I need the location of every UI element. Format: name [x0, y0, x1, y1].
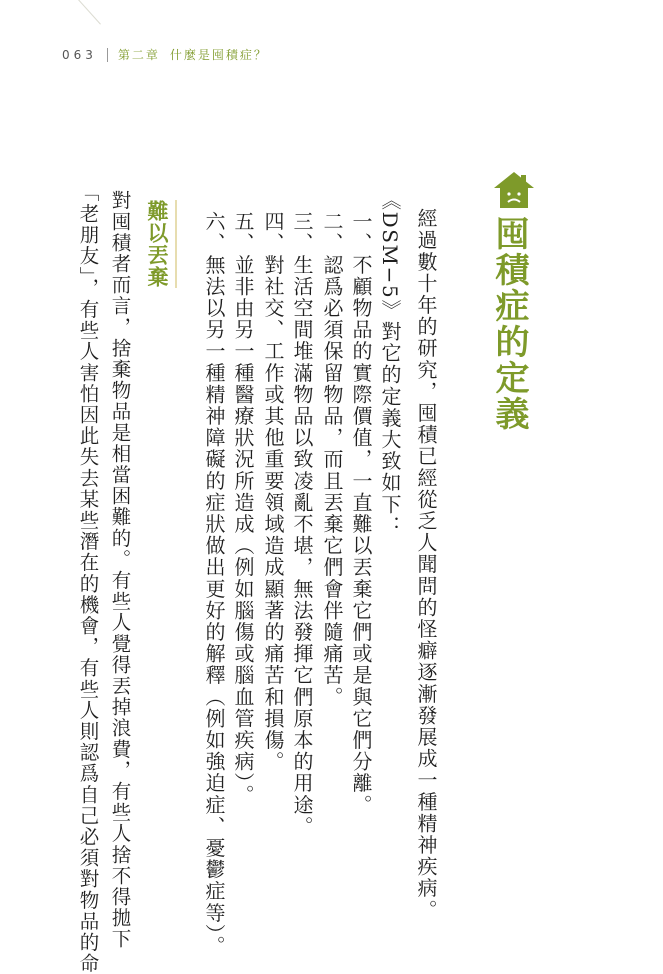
- subheading-highlight: [175, 200, 177, 288]
- chapter-title: 什麼是囤積症？: [169, 48, 268, 62]
- house-face-icon: [492, 170, 536, 210]
- intro-paragraph-cont: 《DSM−5》對它的定義大致如下：: [378, 190, 402, 537]
- section-title: 囤積症的定義: [489, 216, 529, 432]
- corner-decoration: [60, 0, 101, 25]
- criterion-item: 三、生活空間堆滿物品以致凌亂不堪，無法發揮它們原本的用途。: [290, 211, 314, 838]
- intro-paragraph: 經過數十年的研究，囤積已經從乏人聞問的怪癖逐漸發展成一種精神疾病。: [414, 208, 438, 921]
- page-number: 063: [62, 47, 97, 62]
- chapter-label: 第二章: [117, 48, 160, 62]
- subsection-paragraph-cont: 「老朋友」，有些人害怕因此失去某些潛在的機會，有些人則認爲自己必須對物品的命: [76, 182, 100, 974]
- subsection-paragraph: 對囤積者而言，捨棄物品是相當困難的。有些人覺得丟掉浪費，有些人捨不得拋下: [108, 190, 132, 950]
- header-divider: [107, 48, 108, 62]
- criterion-item: 四、對社交、工作或其他重要領域造成顯著的痛苦和損傷。: [261, 211, 285, 773]
- criterion-item: 一、不顧物品的實際價值，一直難以丟棄它們或是與它們分離。: [349, 211, 373, 816]
- criterion-item: 五、並非由另一種醫療狀況所造成（例如腦傷或腦血管疾病）。: [231, 211, 255, 806]
- criterion-item: 六、無法以另一種精神障礙的症狀做出更好的解釋（例如強迫症、憂鬱症等）。: [202, 211, 226, 957]
- criterion-item: 二、認爲必須保留物品，而且丟棄它們會伴隨痛苦。: [320, 211, 344, 708]
- running-header: [62, 46, 268, 63]
- subsection-heading: 難以丟棄: [145, 200, 169, 288]
